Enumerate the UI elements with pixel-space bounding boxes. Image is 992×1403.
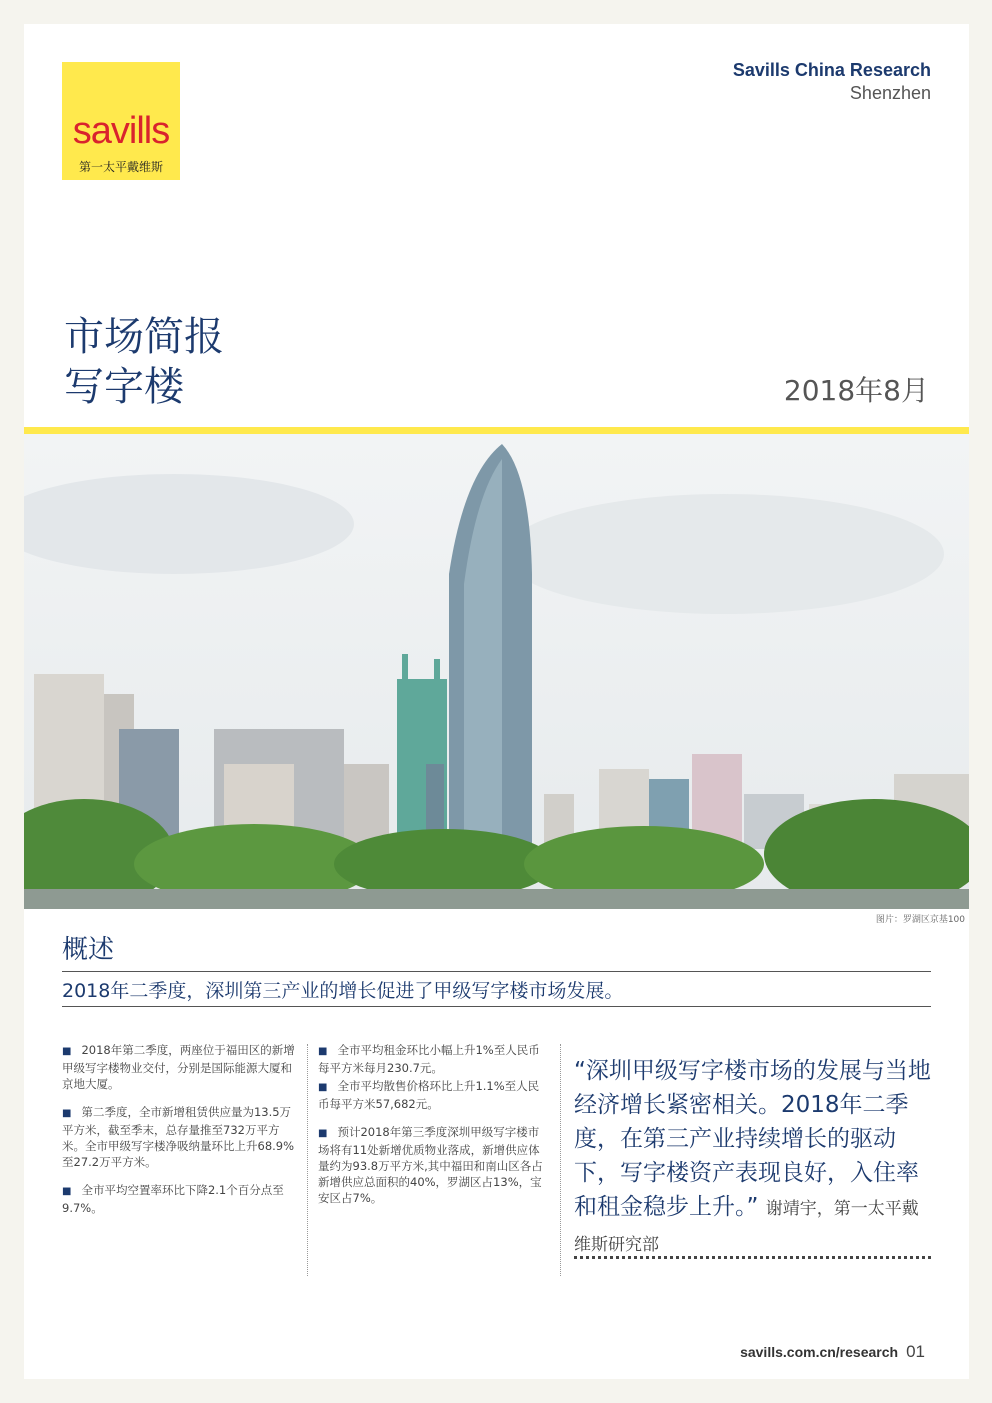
logo-chinese-name: 第一太平戴维斯	[78, 160, 163, 174]
overview-summary: 2018年二季度，深圳第三产业的增长促进了甲级写字楼市场发展。	[62, 980, 624, 1002]
yellow-divider	[24, 427, 969, 434]
bullet-item: ■ 预计2018年第三季度深圳甲级写字楼市场将有11处新增优质物业落成，新增供应体量约为93.8万平方米,其中福田和南山区各占新增供应总面积的40%，罗湖区占13%，宝安区占7%。	[318, 1125, 543, 1205]
bullet-square-icon: ■	[318, 1082, 328, 1093]
pull-quote	[574, 1054, 934, 1262]
skyline-photo	[24, 434, 969, 909]
column-divider	[560, 1044, 561, 1276]
brand-block	[733, 60, 931, 104]
logo-wordmark: savills	[72, 110, 170, 152]
bullet-item: ■ 2018年第二季度，两座位于福田区的新增甲级写字楼物业交付，分别是国际能源大厦和京地大厦。	[62, 1043, 295, 1091]
title-line-2: 写字楼	[64, 364, 184, 410]
bullet-square-icon: ■	[318, 1046, 328, 1057]
bullet-item: ■ 全市平均散售价格环比上升1.1%至人民币每平方米57,682元。	[318, 1079, 540, 1111]
bullet-item: ■ 全市平均空置率环比下降2.1个百分点至9.7%。	[62, 1183, 284, 1215]
brand-city: Shenzhen	[849, 83, 931, 103]
rule-top	[62, 971, 931, 972]
bullet-column-1	[62, 1042, 298, 1228]
report-date: 2018年8月	[783, 374, 929, 407]
overview-heading: 概述	[62, 935, 115, 965]
brand-name: Savills China Research	[732, 60, 931, 80]
bullet-square-icon: ■	[62, 1186, 72, 1197]
bullet-item: ■ 第二季度，全市新增租赁供应量为13.5万平方米，截至季末，总存量推至732万平方米。全市甲级写字楼净吸纳量环比上升68.9%至27.2万平方米。	[62, 1105, 295, 1169]
page	[24, 24, 969, 1379]
title-line-1: 市场简报	[64, 314, 224, 360]
savills-logo[interactable]	[62, 62, 180, 180]
bullet-square-icon: ■	[62, 1108, 72, 1119]
footer	[740, 1342, 925, 1362]
footer-url[interactable]: savills.com.cn/research	[740, 1344, 899, 1360]
page-number: 01	[906, 1342, 925, 1361]
bullet-column-2	[318, 1042, 550, 1218]
quote-text: “深圳甲级写字楼市场的发展与当地经济增长紧密相关。2018年二季度，在第三产业持续增长的驱动下，写字楼资产表现良好，入住率和租金稳步上升。”	[574, 1058, 931, 1220]
quote-attribution: 谢靖宇，第一太平戴维斯研究部	[574, 1199, 919, 1255]
quote-divider	[574, 1256, 931, 1259]
rule-bottom	[62, 1006, 931, 1007]
bullet-square-icon: ■	[318, 1128, 328, 1139]
skyline-illustration	[24, 434, 969, 909]
bullet-square-icon: ■	[62, 1046, 72, 1057]
page-title	[64, 312, 224, 412]
column-divider	[307, 1044, 308, 1276]
photo-credit: 图片：罗湖区京基100	[875, 915, 965, 925]
bullet-item: ■ 全市平均租金环比小幅上升1%至人民币每平方米每月230.7元。	[318, 1043, 540, 1075]
